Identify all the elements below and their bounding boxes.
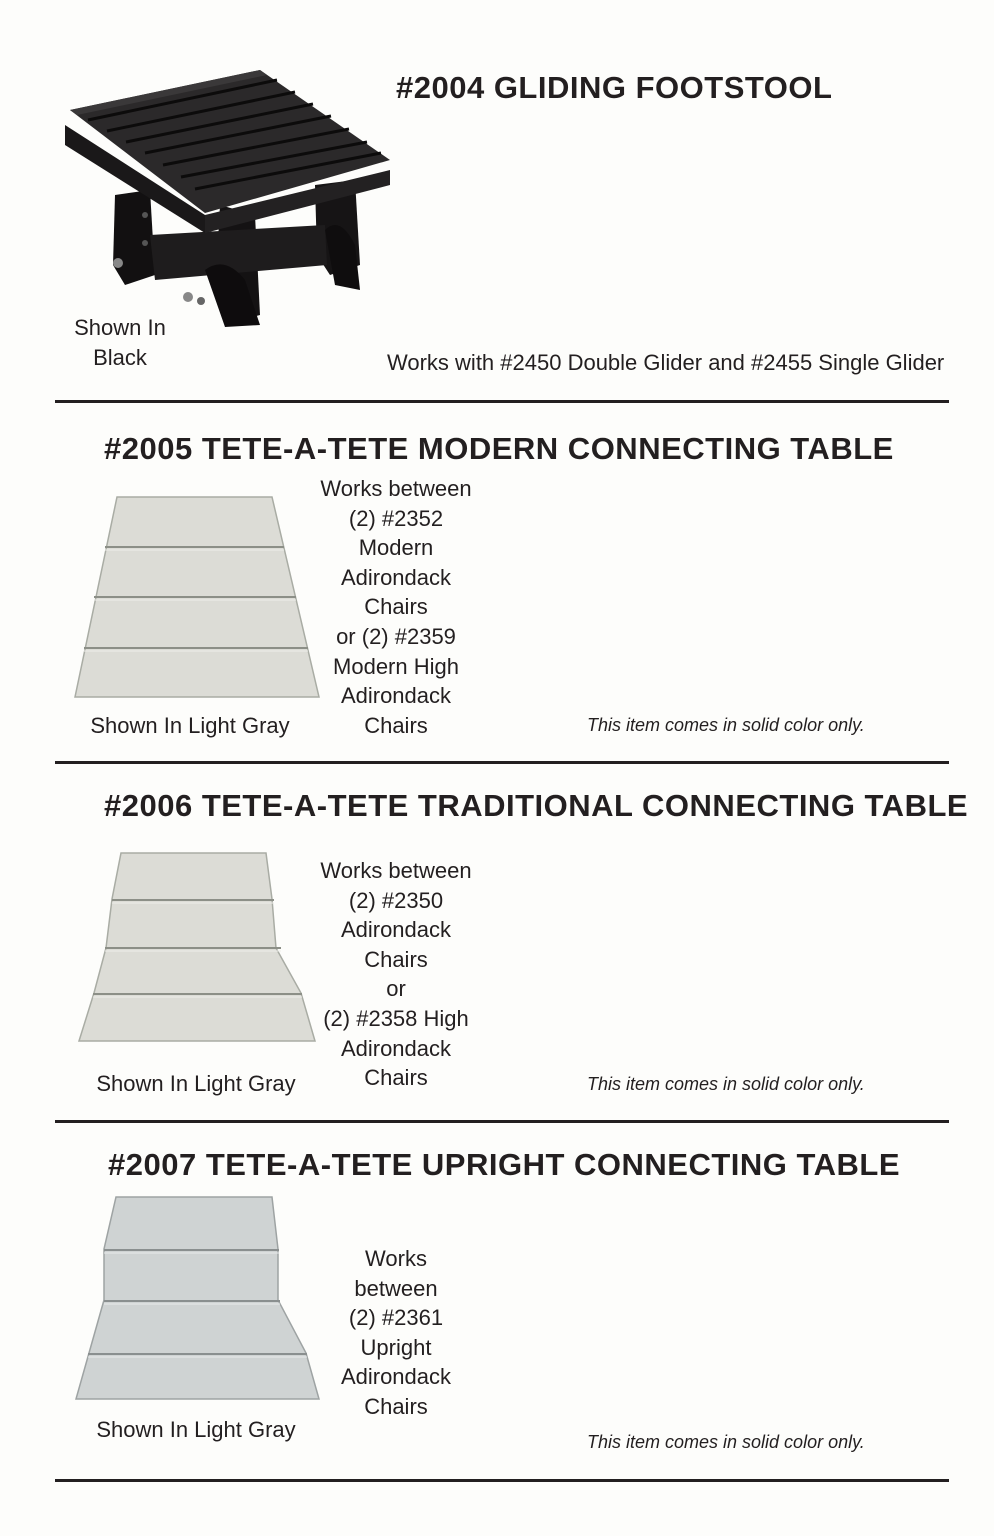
section-divider (55, 1120, 949, 1123)
product-title: #2004 GLIDING FOOTSTOOL (396, 70, 833, 105)
shown-in-caption: Shown In Black (74, 315, 166, 370)
shown-in-caption: Shown In Light Gray (96, 1417, 296, 1442)
shown-in-caption: Shown In Light Gray (96, 1071, 296, 1096)
solid-color-note: This item comes in solid color only. (587, 715, 865, 735)
section-divider (55, 761, 949, 764)
compatibility-text: Works between (2) #2361 Upright Adirondack Chairs (340, 1246, 452, 1419)
solid-color-note: This item comes in solid color only. (587, 1074, 865, 1094)
section-divider (55, 400, 949, 403)
upright-connecting-table-icon (74, 1195, 322, 1401)
upright-table-image (74, 1195, 322, 1401)
solid-color-note: This item comes in solid color only. (587, 1432, 865, 1452)
section-divider (55, 1479, 949, 1482)
product-title: #2007 TETE-A-TETE UPRIGHT CONNECTING TABLE (108, 1147, 901, 1182)
modern-connecting-table-icon (72, 494, 322, 700)
traditional-connecting-table-icon (76, 851, 318, 1045)
modern-table-image (72, 494, 322, 700)
shown-in-caption: Shown In Light Gray (90, 713, 290, 738)
compatibility-text: Works with #2450 Double Glider and #2455 Single Glider (387, 350, 945, 375)
product-title: #2006 TETE-A-TETE TRADITIONAL CONNECTING TABLE (104, 788, 969, 823)
traditional-table-image (76, 851, 318, 1045)
product-title: #2005 TETE-A-TETE MODERN CONNECTING TABLE (104, 431, 894, 466)
footstool-image (55, 65, 395, 330)
compatibility-text: Works between (2) #2350 Adirondack Chairs or (2) #2358 High Adirondack Chairs (320, 858, 472, 1091)
gliding-footstool-icon (55, 65, 395, 330)
compatibility-text: Works between (2) #2352 Modern Adirondack Chairs or (2) #2359 Modern High Adirondack Chairs (320, 476, 472, 738)
